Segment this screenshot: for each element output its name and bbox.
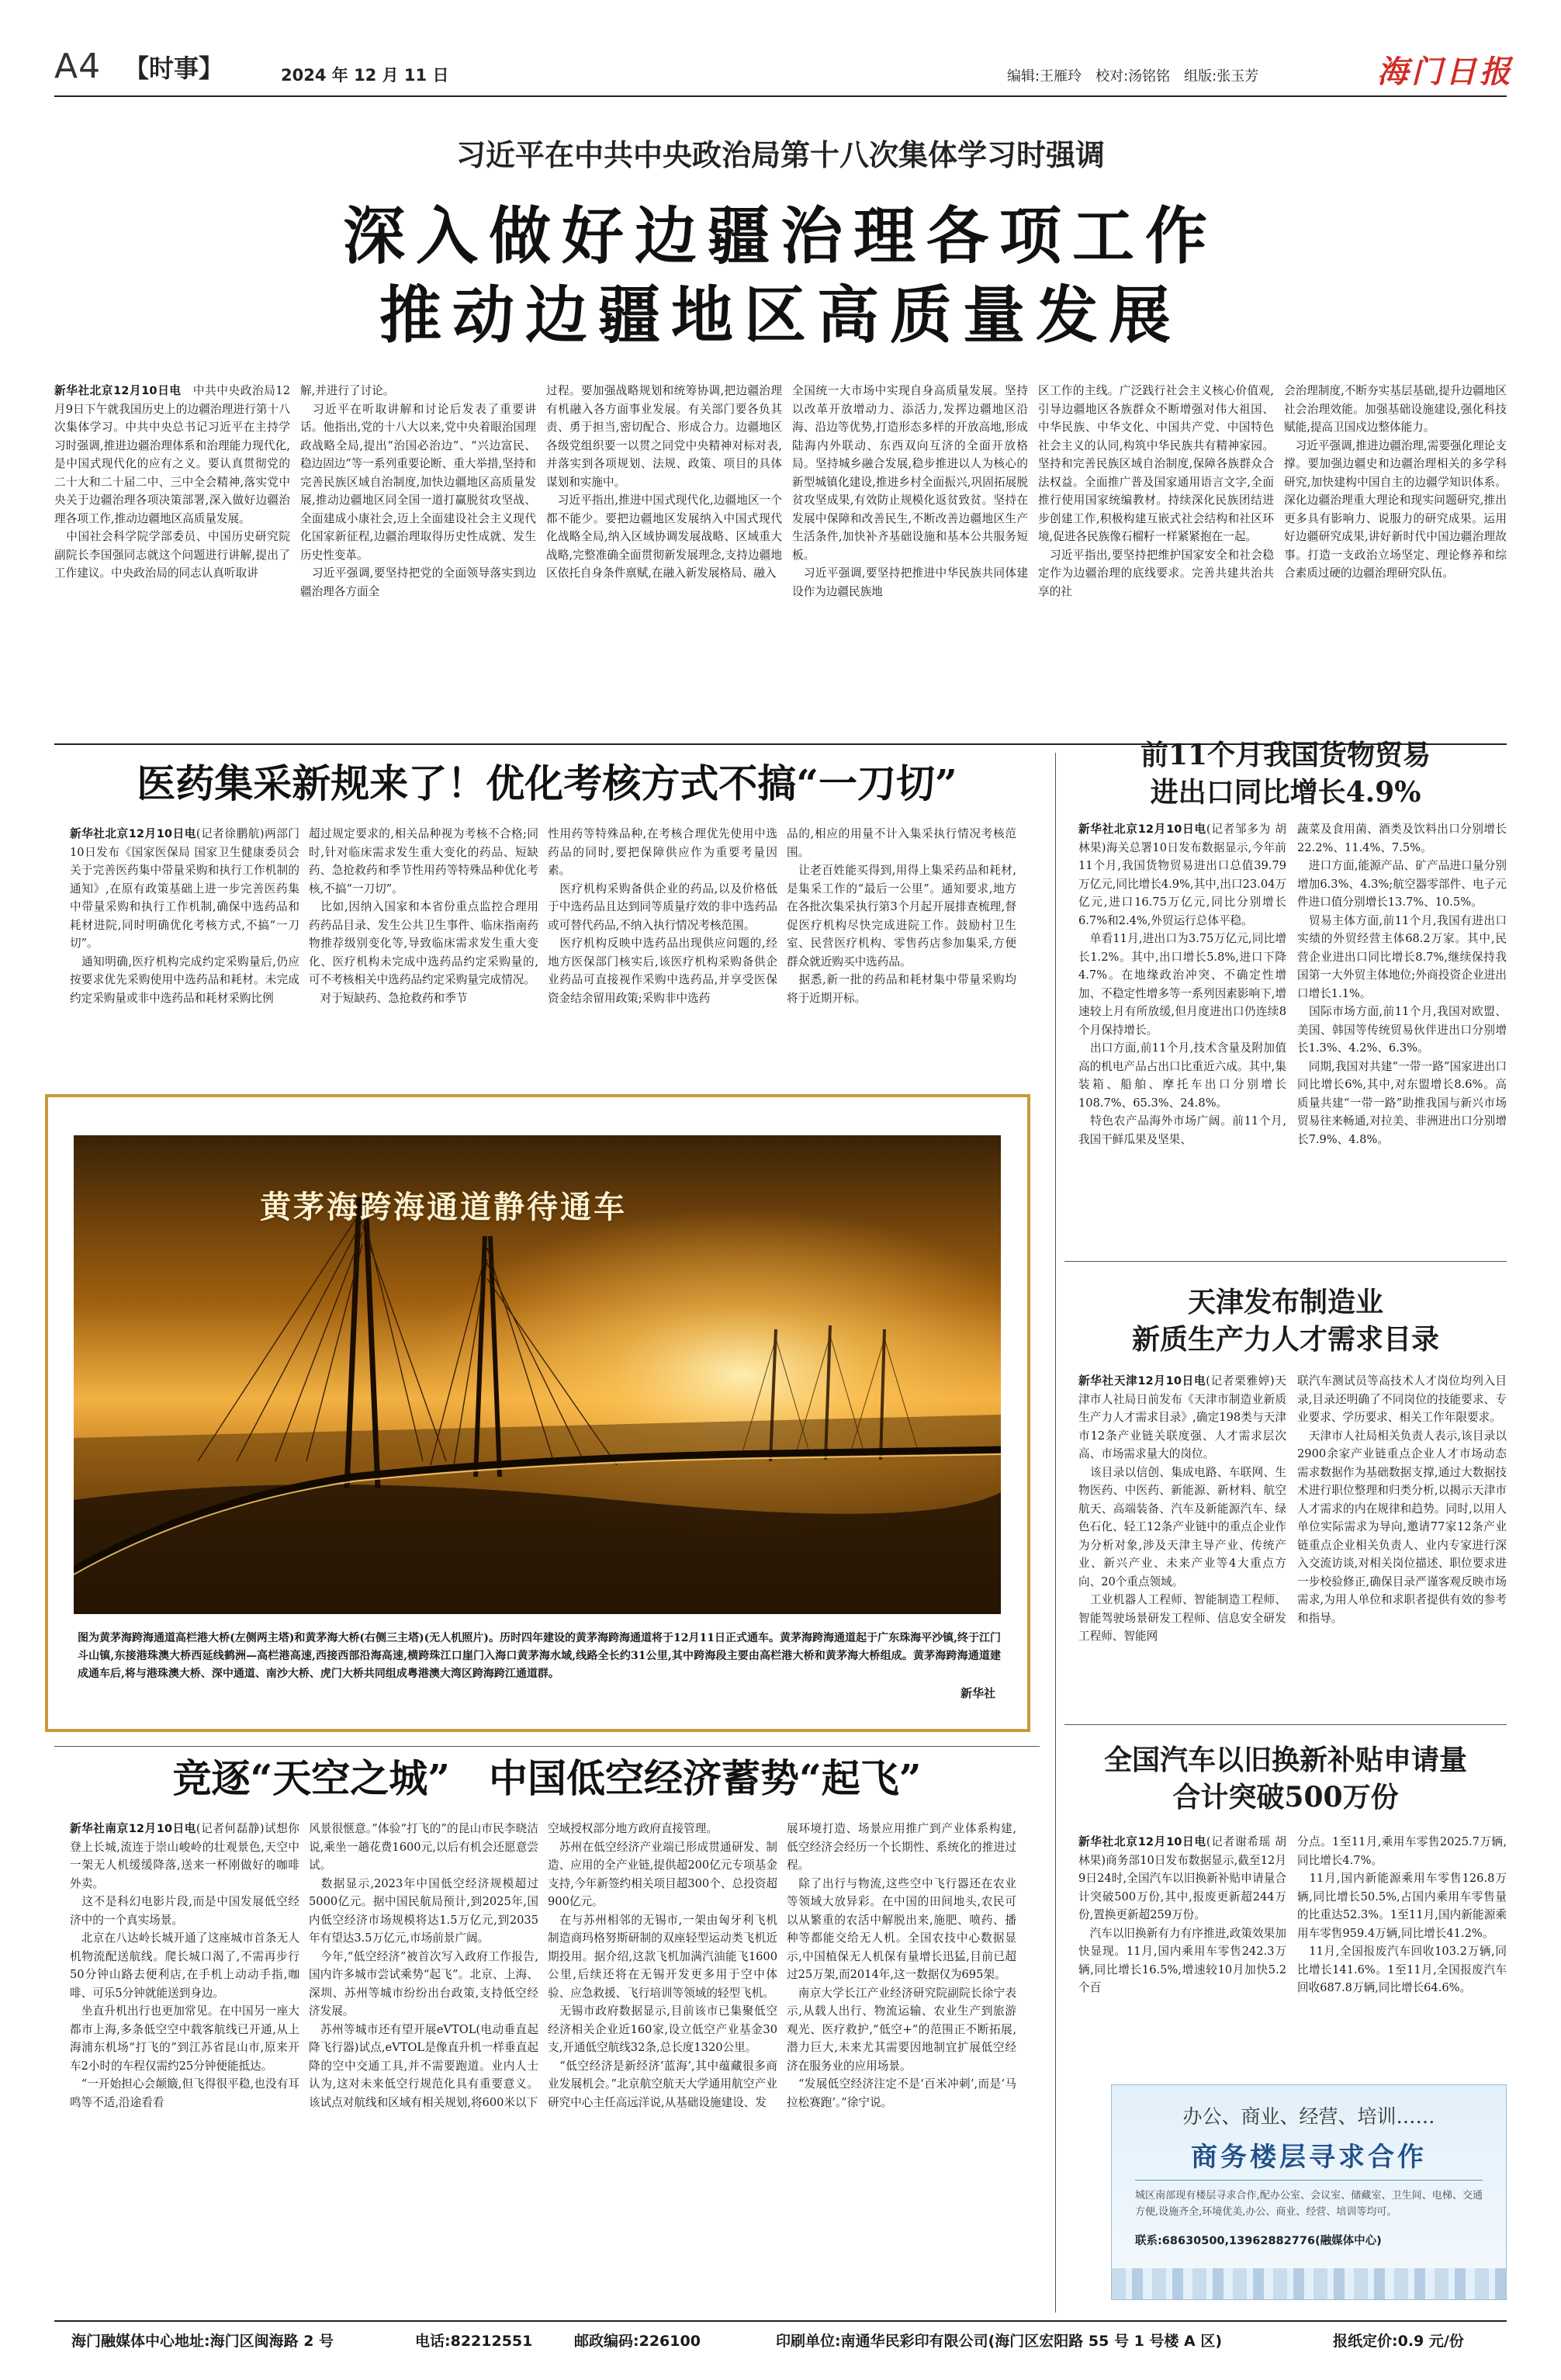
footer-rule — [54, 2320, 1507, 2322]
issue-date: 2024 年 12 月 11 日 — [281, 66, 449, 85]
pharma-col-2: 超过规定要求的,相关品种视为考核不合格;同时,针对临床需求发生重大变化的药品、短缺药、急抢救药和季节性用药等特殊品种优化考核,不搞“一刀切”。 比如,因纳入国家和本省份重点监控合理用药药品目录、发生公共卫生事件、临床指南药物推荐级别变化等,导致临床需求发生重大变化、医疗机构未完成中选药品约定采购量的,可不考核相关中选药品约定采购量完成情况。 对于短缺药、急抢救药和季节 — [309, 827, 538, 1005]
tianjin-dateline: 新华社天津12月10日电 — [1078, 1374, 1206, 1387]
tianjin-title-line1: 天津发布制造业 — [1187, 1286, 1383, 1318]
photo-caption: 图为黄茅海跨海通道高栏港大桥(左侧两主塔)和黄茅海大桥(右侧三主塔)(无人机照片)。历时四年建设的黄茅海跨海通道将于12月11日正式通车。黄茅海跨海通道起于广东珠海平沙镇,终于江门斗山镇,东接港珠澳大桥西延线鹤洲—高栏港高速,西接西部沿海高速,横跨珠江口崖门入海口黄茅海水域,线路全长约31公里,其中跨海段主要由高栏港大桥和黄茅海大桥组成。黄茅海跨海通道建成通车后,将与港珠澳大桥、深中通道、南沙大桥、虎门大桥共同组成粤港澳大湾区跨海跨江通道群。 — [78, 1632, 1002, 1680]
lead-col-6: 会治理制度,不断夯实基层基础,提升边疆地区社会治理效能。加强基础设施建设,强化科技赋能,提高卫国戍边整体能力。 习近平强调,推进边疆治理,需要强化理论支撑。要加强边疆史和边疆治理相关的多学科研究,加快建构中国自主的边疆学知识体系。深化边疆治理重大理论和现实问题研究,推出更多具有影响力、说服力的研究成果。运用好边疆研究成果,讲好新时代中国边疆治理故事。打造一支政治立场坚定、理论修养和综合素质过硬的边疆治理研究队伍。 — [1284, 384, 1507, 580]
tianjin-col-1-text: (记者栗雅婷)天津市人社局日前发布《天津市制造业新质生产力人才需求目录》,确定198类与天津市12条产业链关联度强、人才需求层次高、市场需求量大的岗位。 该目录以信创、集成电路、车联网、生物医药、中医药、新能源、新材料、航空航天、高端装备、汽车及新能源汽车、绿色石化、轻工12条产业链中的重点企业作为分析对象,涉及天津主导产业、传统产业、新兴产业、未来产业等4大重点方向、20个重点领域。 工业机器人工程师、智能制造工程师、智能驾驶场景研发工程师、信息安全研发工程师、智能网 — [1078, 1374, 1286, 1643]
ad-body: 城区南部现有楼层寻求合作,配办公室、会议室、储藏室、卫生间、电梯、交通方便,设施齐全,环境优美,办公、商业、经营、培训等均可。 — [1135, 2190, 1483, 2218]
footer-printer: 印刷单位:南通华民彩印有限公司(海门区宏阳路 55 号 1 号楼 A 区) — [776, 2333, 1223, 2350]
lead-dateline: 新华社北京12月10日电 — [54, 384, 182, 397]
ad-box — [1111, 2084, 1507, 2300]
auto-col-1-text: (记者谢希瑶 胡林果)商务部10日发布数据显示,截至12月9日24时,全国汽车以旧换新补贴申请量合计突破500万份,其中,报废更新超244万份,置换更新超259万份。 汽车以旧换新有力有序推进,政策效果加快显现。11月,国内乘用车零售242.3万辆,同比增长16.5%,增速较10月加快5.2个百 — [1078, 1835, 1286, 1994]
tianjin-top-rule — [1064, 1261, 1507, 1262]
lowalt-dateline: 新华社南京12月10日电 — [70, 1822, 196, 1835]
lead-title-line2: 推动边疆地区高质量发展 — [379, 279, 1182, 352]
lead-col-2: 解,并进行了讨论。 习近平在听取讲解和讨论后发表了重要讲话。他指出,党的十八大以来,党中央着眼治国理政战略全局,提出“治国必治边”、“兴边富民、稳边固边”等一系列重要论断、重大举措,坚持和完善民族区域自治制度,加快边疆地区高质量发展,推动边疆地区同全国一道打赢脱贫攻坚战、全面建成小康社会,迈上全面建设社会主义现代化国家新征程,边疆治理取得历史性成就、发生历史性变革。 习近平强调,要坚持把党的全面领导落实到边疆治理各方面全 — [300, 384, 536, 598]
pharma-title: 医药集采新规来了！优化考核方式不搞“一刀切” — [137, 760, 957, 806]
lead-col-4: 全国统一大市场中实现自身高质量发展。坚持以改革开放增动力、添活力,发挥边疆地区沿海、沿边等优势,打造形态多样的开放高地,形成陆海内外联动、东西双向互济的全面开放格局。坚持城乡融合发展,稳步推进以人为核心的新型城镇化建设,推进乡村全面振兴,巩固拓展脱贫攻坚成果,有效防止规模化返贫致贫。坚持在发展中保障和改善民生,不断改善边疆地区生产生活条件,加快补齐基础设施和基本公共服务短板。 习近平强调,要坚持把推进中华民族共同体建设作为边疆民族地 — [792, 384, 1028, 598]
lowalt-col-4: 展环境打造、场景应用推广到产业体系构建,低空经济会经历一个长期性、系统化的推进过程。 除了出行与物流,这些空中飞行器还在农业等领域大放异彩。在中国的田间地头,农民可以从繁重的农活中解脱出来,施肥、喷药、播种等都能交给无人机。全国农技中心数据显示,中国植保无人机保有量增长迅猛,目前已超过25万架,而2014年,这一数据仅为695架。 南京大学长江产业经济研究院副院长徐宁表示,从载人出行、物流运输、农业生产到旅游观光、医疗救护,“低空+”的范围正不断拓展,潜力巨大,未来尤其需要因地制宜扩展低空经济在服务业的应用场景。 “发展低空经济注定不是‘百米冲刺’,而是‘马拉松赛跑’。”徐宁说。 — [787, 1822, 1016, 2109]
footer-price: 报纸定价:0.9 元/份 — [1333, 2333, 1464, 2350]
footer-postcode: 邮政编码:226100 — [574, 2333, 701, 2350]
trade-col-1 — [1078, 820, 1286, 1232]
lead-title-line1: 深入做好边疆治理各项工作 — [343, 199, 1218, 272]
lead-col-1-text: 中共中央政治局12月9日下午就我国历史上的边疆治理进行第十八次集体学习。中共中央总书记习近平在主持学习时强调,推进边疆治理体系和治理能力现代化,是中国式现代化的应有之义。要认真贯彻党的二十大和二十届二中、三中全会精神,落实党中央关于边疆治理各项决策部署,深入做好边疆治理各项工作,推动边疆地区高质量发展。 中国社会科学院学部委员、中国历史研究院副院长李国强同志就这个问题进行讲解,提出了工作建议。中央政治局的同志认真听取讲 — [54, 384, 290, 580]
trade-col-2: 蔬菜及食用菌、酒类及饮料出口分别增长22.2%、11.4%、7.5%。 进口方面,能源产品、矿产品进口量分别增加6.3%、4.3%;航空器零部件、电子元件进口值分别增长13.7%、10.5%。 贸易主体方面,前11个月,我国有进出口实绩的外贸经营主体68.2万家。其中,民营企业进出口同比增长8.7%,继续保持我国第一大外贸主体地位;外商投资企业进出口增长1.1%。 国际市场方面,前11个月,我国对欧盟、美国、韩国等传统贸易伙伴进出口分别增长1.3%、4.2%、6.3%。 同期,我国对共建“一带一路”国家进出口同比增长6%,其中,对东盟增长8.6%。高质量共建“一带一路”助推我国与新兴市场贸易往来畅通,对拉美、非洲进出口分别增长7.9%、4.8%。 — [1297, 823, 1507, 1146]
pharma-col-1 — [70, 825, 299, 1081]
trade-title-line2: 进出口同比增长4.9% — [1150, 776, 1421, 809]
ad-line1: 办公、商业、经营、培训…… — [1182, 2105, 1435, 2128]
lowalt-col-1 — [70, 1820, 299, 2306]
lead-col-3: 过程。要加强战略规划和统筹协调,把边疆治理有机融入各方面事业发展。有关部门要各负其责、勇于担当,密切配合、形成合力。边疆地区各级党组织要一以贯之同党中央精神对标对表,并落实到各项规划、法规、政策、项目的具体谋划和实施中。 习近平指出,推进中国式现代化,边疆地区一个都不能少。要把边疆地区发展纳入中国式现代化战略全局,纳入区域协调发展战略、区域重大战略,完整准确全面贯彻新发展理念,支持边疆地区依托自身条件禀赋,在融入新发展格局、融入 — [546, 384, 782, 580]
lowalt-col-1-text: (记者何磊静)试想你登上长城,流连于崇山峻岭的壮观景色,天空中一架无人机缓缓降落,送来一杯刚做好的咖啡外卖。 这不是科幻电影片段,而是中国发展低空经济中的一个真实场景。 北京在八达岭长城开通了这座城市首条无人机物流配送航线。爬长城口渴了,不需再步行50分钟山路去便利店,在手机上动动手指,咖啡、可乐5分钟就能送到身边。 坐直升机出行也更加常见。在中国另一座大都市上海,多条低空空中载客航线已开通,从上海浦东机场“打飞的”到江苏省昆山市,原来开车2小时的车程仅需约25分钟便能抵达。 “一开始担心会颠簸,但飞得很平稳,也没有耳鸣等不适,沿途看看 — [70, 1822, 299, 2109]
footer-publisher: 海门融媒体中心地址:海门区闽海路 2 号 — [71, 2333, 334, 2350]
trade-title-line1: 前11个月我国货物贸易 — [1140, 739, 1431, 771]
tianjin-col-2: 联汽车测试员等高技术人才岗位均列入目录,目录还明确了不同岗位的技能要求、专业要求、学历要求、相关工作年限要求。 天津市人社局相关负责人表示,该目录以2900余家产业链重点企业人才市场动态需求数据作为基础数据支撑,通过大数据技术进行职位整理和归类分析,以揭示天津市人才需求的内在规律和趋势。同时,以用人单位实际需求为导向,邀请77家12条产业链重点企业相关负责人、业内专家进行深入交流访谈,对相关岗位描述、职位要求进一步校验修正,确保目录严谨客观反映市场需求,为用人单位和求职者提供有效的参考和指导。 — [1297, 1374, 1507, 1625]
lead-kicker: 习近平在中共中央政治局第十八次集体学习时强调 — [455, 137, 1105, 172]
pharma-col-4: 品的,相应的用量不计入集采执行情况考核范围。 让老百姓能买得到,用得上集采药品和耗材,是集采工作的“最后一公里”。通知要求,地方在各批次集采执行第3个月起开展排查梳理,督促医疗机构尽快完成进院工作。鼓励村卫生室、民营医疗机构、零售药店参加集采,方便群众就近购买中选药品。 据悉,新一批的药品和耗材集中带量采购均将于近期开标。 — [787, 827, 1016, 1005]
editor-credits: 编辑:王雁玲 校对:汤铭铭 组版:张玉芳 — [1007, 68, 1259, 85]
header-rule — [54, 95, 1507, 97]
lowalt-title: 竞逐“天空之城” 中国低空经济蓄势“起飞” — [172, 1755, 922, 1801]
tianjin-col-1 — [1078, 1372, 1286, 1710]
auto-title-line1: 全国汽车以旧换新补贴申请量 — [1103, 1744, 1467, 1776]
ad-skyline — [1112, 2268, 1506, 2299]
auto-title-line2: 合计突破500万份 — [1172, 1781, 1399, 1814]
auto-col-2: 分点。1至11月,乘用车零售2025.7万辆,同比增长4.7%。 11月,国内新能源乘用车零售126.8万辆,同比增长50.5%,占国内乘用车零售量的比重达52.3%。1至11月,国内新能源乘用车零售959.4万辆,同比增长41.2%。 11月,全国报废汽车回收103.2万辆,同比增长141.6%。1至11月,全国报废汽车回收687.8万辆,同比增长64.6%。 — [1297, 1835, 1507, 1994]
masthead-logo: 海门日报 — [1377, 54, 1514, 90]
auto-dateline: 新华社北京12月10日电 — [1078, 1835, 1206, 1848]
photo-overlay-title: 黄茅海跨海通道静待通车 — [260, 1189, 627, 1225]
page-number: A4 — [54, 47, 102, 86]
lowalt-col-3: 空域授权部分地方政府直接管理。 苏州在低空经济产业端已形成贯通研发、制造、应用的全产业链,提供超200亿元专项基金支持,今年新签约相关项目超300个、总投资超900亿元。 在与苏州相邻的无锡市,一架由匈牙利飞机制造商玛格努斯研制的双座轻型运动类飞机近期投用。据介绍,这款飞机加满汽油能飞1600公里,后续还将在无锡开发更多用于空中体验、应急救援、飞行培训等领域的轻型飞机。 无锡市政府数据显示,目前该市已集聚低空经济相关企业近160家,设立低空产业基金30支,开通低空航线32条,总长度1320公里。 “低空经济是新经济‘蓝海’,其中蕴藏很多商业发展机会。”北京航空航天大学通用航空产业研究中心主任高远洋说,从基础设施建设、发 — [548, 1822, 777, 2109]
photo-credit: 新华社 — [960, 1686, 996, 1700]
pharma-dateline: 新华社北京12月10日电 — [70, 827, 196, 840]
trade-col-1-text: (记者邹多为 胡林果)海关总署10日发布数据显示,今年前11个月,我国货物贸易进出口总值39.79万亿元,同比增长4.9%,其中,出口23.04万亿元,进口16.75万亿元,同比分别增长6.7%和2.4%,外贸运行总体平稳。 单看11月,进出口为3.75万亿元,同比增长1.2%。其中,出口增长5.8%,进口下降4.7%。在地缘政治冲突、不确定性增加、不稳定性增多等一系列因素影响下,增速较上月有所放缓,但月度进出口仍连续8个月保持增长。 出口方面,前11个月,技术含量及附加值高的机电产品占出口比重近六成。其中,集装箱、船舶、摩托车出口分别增长108.7%、65.3%、24.8%。 特色农产品海外市场广阔。前11个月,我国干鲜瓜果及坚果、 — [1078, 823, 1286, 1146]
lead-col-5: 区工作的主线。广泛践行社会主义核心价值观,引导边疆地区各族群众不断增强对伟大祖国、中华民族、中华文化、中国共产党、中国特色社会主义的认同,构筑中华民族共有精神家园。坚持和完善民族区域自治制度,保障各族群众合法权益。全面推广普及国家通用语言文字,全面推行使用国家统编教材。持续深化民族团结进步创建工作,积极构建互嵌式社会结构和社区环境,促进各民族像石榴籽一样紧紧抱在一起。 习近平指出,要坚持把维护国家安全和社会稳定作为边疆治理的底线要求。完善共建共治共享的社 — [1038, 384, 1274, 598]
ad-line2: 商务楼层寻求合作 — [1191, 2142, 1427, 2173]
lead-col-1 — [54, 382, 290, 736]
auto-top-rule — [1064, 1724, 1507, 1725]
ad-contact: 联系:68630500,13962882776(融媒体中心) — [1135, 2235, 1382, 2247]
auto-col-1 — [1078, 1833, 1286, 2066]
tianjin-title-line2: 新质生产力人才需求目录 — [1131, 1323, 1439, 1356]
footer-phone: 电话:82212551 — [415, 2333, 533, 2350]
right-column-divider — [1055, 753, 1056, 2312]
pharma-col-1-text: (记者徐鹏航)两部门10日发布《国家医保局 国家卫生健康委员会关于完善医药集中带量采购和执行工作机制的通知》,在原有政策基础上进一步完善医药集中带量采购和执行工作机制,确保中选药品和耗材进院,同时明确优化考核方式,不搞“一刀切”。 通知明确,医疗机构完成约定采购量后,仍应按要求优先采购使用中选药品和耗材。未完成约定采购量或非中选药品和耗材采购比例 — [70, 827, 299, 1005]
ad-rule — [1135, 2180, 1483, 2181]
pharma-col-3: 性用药等特殊品种,在考核合理优先使用中选药品的同时,要把保障供应作为重要考量因素。 医疗机构采购备供企业的药品,以及价格低于中选药品且达到同等质量疗效的非中选药品或可替代药品,不纳入执行情况考核范围。 医疗机构反映中选药品出现供应问题的,经地方医保部门核实后,该医疗机构采购备供企业药品可直接视作采购中选药品,并享受医保资金结余留用政策;采购非中选药 — [548, 827, 777, 1005]
trade-dateline: 新华社北京12月10日电 — [1078, 823, 1206, 836]
lowalt-top-rule — [54, 1746, 1040, 1747]
lowalt-col-2: 风景很惬意。”体验“打飞的”的昆山市民李晓洁说,乘坐一趟花费1600元,以后有机会还愿意尝试。 数据显示,2023年中国低空经济规模超过5000亿元。据中国民航局预计,到2025年,国内低空经济市场规模将达1.5万亿元,到2035年有望达3.5万亿元,市场前景广阔。 今年,“低空经济”被首次写入政府工作报告,国内许多城市尝试乘势“起飞”。北京、上海、深圳、苏州等城市纷纷出台政策,支持低空经济发展。 苏州等城市还有望开展eVTOL(电动垂直起降飞行器)试点,eVTOL是像直升机一样垂直起降的空中交通工具,并不需要跑道。业内人士认为,这对未来低空行规范化具有重要意义。该试点对航线和区域有相关规划,将600米以下 — [309, 1822, 538, 2109]
section-label: 【时事】 — [124, 54, 224, 83]
